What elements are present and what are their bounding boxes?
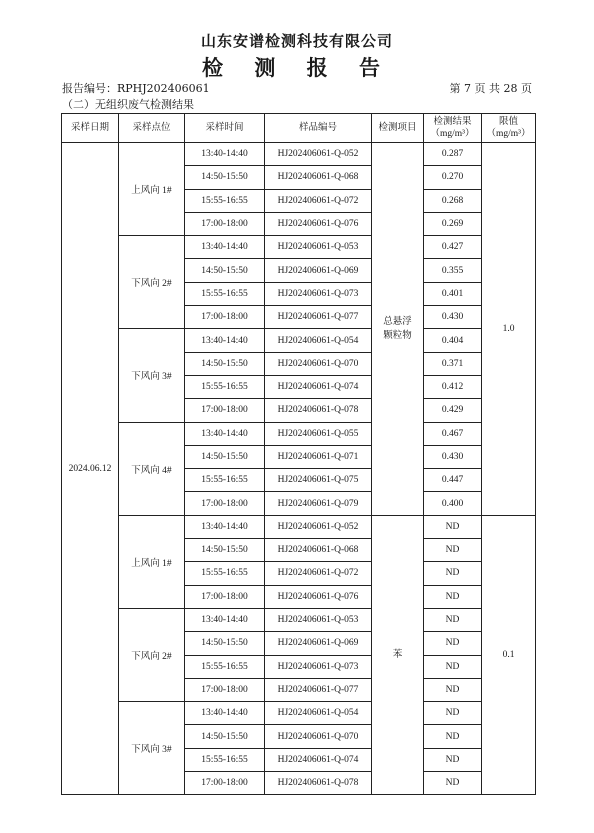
sampling-time: 17:00-18:00 — [185, 678, 265, 701]
test-result: ND — [424, 748, 482, 771]
sampling-time: 17:00-18:00 — [185, 492, 265, 515]
col-header-result: 检测结果 （mg/m³） — [424, 114, 482, 143]
sample-id: HJ202406061-Q-076 — [265, 585, 372, 608]
sample-id: HJ202406061-Q-072 — [265, 189, 372, 212]
sampling-time: 17:00-18:00 — [185, 212, 265, 235]
report-number: 报告编号：RPHJ202406061 — [62, 82, 210, 95]
test-result: 0.355 — [424, 259, 482, 282]
table-row — [62, 515, 536, 538]
test-result: 0.427 — [424, 236, 482, 259]
sample-id: HJ202406061-Q-073 — [265, 655, 372, 678]
sampling-time: 15:55-16:55 — [185, 748, 265, 771]
test-result: ND — [424, 539, 482, 562]
sampling-time: 13:40-14:40 — [185, 236, 265, 259]
sample-id: HJ202406061-Q-071 — [265, 445, 372, 468]
sample-id: HJ202406061-Q-053 — [265, 608, 372, 631]
test-result: ND — [424, 655, 482, 678]
sampling-time: 15:55-16:55 — [185, 562, 265, 585]
sample-id: HJ202406061-Q-052 — [265, 515, 372, 538]
sampling-time: 14:50-15:50 — [185, 352, 265, 375]
results-table — [61, 113, 536, 795]
sampling-point: 上风向 1# — [119, 515, 185, 608]
table-row — [62, 143, 536, 166]
sampling-date: 2024.06.12 — [62, 143, 119, 795]
page-number: 第 7 页 共 28 页 — [449, 82, 532, 95]
sampling-point: 下风向 2# — [119, 236, 185, 329]
sample-id: HJ202406061-Q-074 — [265, 748, 372, 771]
col-header-item: 检测项目 — [372, 114, 424, 143]
sample-id: HJ202406061-Q-052 — [265, 143, 372, 166]
table-body — [62, 143, 536, 795]
test-result: 0.287 — [424, 143, 482, 166]
sampling-time: 15:55-16:55 — [185, 469, 265, 492]
col-header-sample-id: 样品编号 — [265, 114, 372, 143]
sampling-time: 17:00-18:00 — [185, 772, 265, 795]
table-row — [62, 702, 536, 725]
col-header-time: 采样时间 — [185, 114, 265, 143]
col-header-date: 采样日期 — [62, 114, 119, 143]
sampling-time: 15:55-16:55 — [185, 655, 265, 678]
sample-id: HJ202406061-Q-079 — [265, 492, 372, 515]
sample-id: HJ202406061-Q-075 — [265, 469, 372, 492]
test-result: ND — [424, 725, 482, 748]
table-row — [62, 329, 536, 352]
test-result: ND — [424, 678, 482, 701]
test-result: ND — [424, 772, 482, 795]
test-result: 0.371 — [424, 352, 482, 375]
sample-id: HJ202406061-Q-072 — [265, 562, 372, 585]
sampling-point: 下风向 2# — [119, 608, 185, 701]
sample-id: HJ202406061-Q-077 — [265, 306, 372, 329]
sample-id: HJ202406061-Q-069 — [265, 259, 372, 282]
sampling-time: 14:50-15:50 — [185, 445, 265, 468]
sample-id: HJ202406061-Q-077 — [265, 678, 372, 701]
sample-id: HJ202406061-Q-074 — [265, 375, 372, 398]
test-result: ND — [424, 585, 482, 608]
sample-id: HJ202406061-Q-068 — [265, 166, 372, 189]
test-result: ND — [424, 608, 482, 631]
sampling-time: 13:40-14:40 — [185, 422, 265, 445]
test-result: 0.401 — [424, 282, 482, 305]
col-header-point: 采样点位 — [119, 114, 185, 143]
test-result: 0.467 — [424, 422, 482, 445]
sampling-time: 13:40-14:40 — [185, 702, 265, 725]
sample-id: HJ202406061-Q-054 — [265, 329, 372, 352]
test-result: 0.412 — [424, 375, 482, 398]
sampling-time: 14:50-15:50 — [185, 632, 265, 655]
sampling-time: 14:50-15:50 — [185, 539, 265, 562]
test-result: 0.430 — [424, 445, 482, 468]
section-heading: （二）无组织废气检测结果 — [62, 98, 194, 111]
test-result: 0.270 — [424, 166, 482, 189]
test-result: ND — [424, 515, 482, 538]
sampling-time: 15:55-16:55 — [185, 189, 265, 212]
limit-value: 1.0 — [482, 143, 536, 516]
sampling-point: 下风向 3# — [119, 702, 185, 795]
sample-id: HJ202406061-Q-055 — [265, 422, 372, 445]
table-row — [62, 422, 536, 445]
sampling-time: 13:40-14:40 — [185, 143, 265, 166]
sampling-time: 13:40-14:40 — [185, 329, 265, 352]
table-header-row — [62, 114, 536, 143]
sampling-time: 13:40-14:40 — [185, 515, 265, 538]
sample-id: HJ202406061-Q-069 — [265, 632, 372, 655]
sampling-time: 15:55-16:55 — [185, 282, 265, 305]
table-row — [62, 608, 536, 631]
test-result: ND — [424, 632, 482, 655]
limit-value: 0.1 — [482, 515, 536, 795]
sampling-point: 下风向 4# — [119, 422, 185, 515]
test-result: ND — [424, 562, 482, 585]
sample-id: HJ202406061-Q-053 — [265, 236, 372, 259]
test-result: 0.404 — [424, 329, 482, 352]
sample-id: HJ202406061-Q-070 — [265, 352, 372, 375]
test-result: ND — [424, 702, 482, 725]
document-title: 检 测 报 告 — [202, 55, 392, 80]
company-name: 山东安谱检测科技有限公司 — [200, 32, 393, 50]
sample-id: HJ202406061-Q-068 — [265, 539, 372, 562]
sample-id: HJ202406061-Q-078 — [265, 772, 372, 795]
test-item: 苯 — [372, 515, 424, 795]
test-result: 0.429 — [424, 399, 482, 422]
sample-id: HJ202406061-Q-073 — [265, 282, 372, 305]
sampling-point: 上风向 1# — [119, 143, 185, 236]
test-result: 0.268 — [424, 189, 482, 212]
test-result: 0.269 — [424, 212, 482, 235]
table-row — [62, 236, 536, 259]
test-result: 0.447 — [424, 469, 482, 492]
test-item: 总悬浮 颗粒物 — [372, 143, 424, 516]
sample-id: HJ202406061-Q-054 — [265, 702, 372, 725]
sample-id: HJ202406061-Q-076 — [265, 212, 372, 235]
sampling-time: 13:40-14:40 — [185, 608, 265, 631]
sampling-time: 17:00-18:00 — [185, 399, 265, 422]
sampling-time: 14:50-15:50 — [185, 166, 265, 189]
sampling-time: 14:50-15:50 — [185, 259, 265, 282]
test-result: 0.400 — [424, 492, 482, 515]
sampling-point: 下风向 3# — [119, 329, 185, 422]
sample-id: HJ202406061-Q-070 — [265, 725, 372, 748]
sampling-time: 15:55-16:55 — [185, 375, 265, 398]
test-result: 0.430 — [424, 306, 482, 329]
sample-id: HJ202406061-Q-078 — [265, 399, 372, 422]
sampling-time: 14:50-15:50 — [185, 725, 265, 748]
sampling-time: 17:00-18:00 — [185, 585, 265, 608]
sampling-time: 17:00-18:00 — [185, 306, 265, 329]
col-header-limit: 限值 （mg/m³） — [482, 114, 536, 143]
